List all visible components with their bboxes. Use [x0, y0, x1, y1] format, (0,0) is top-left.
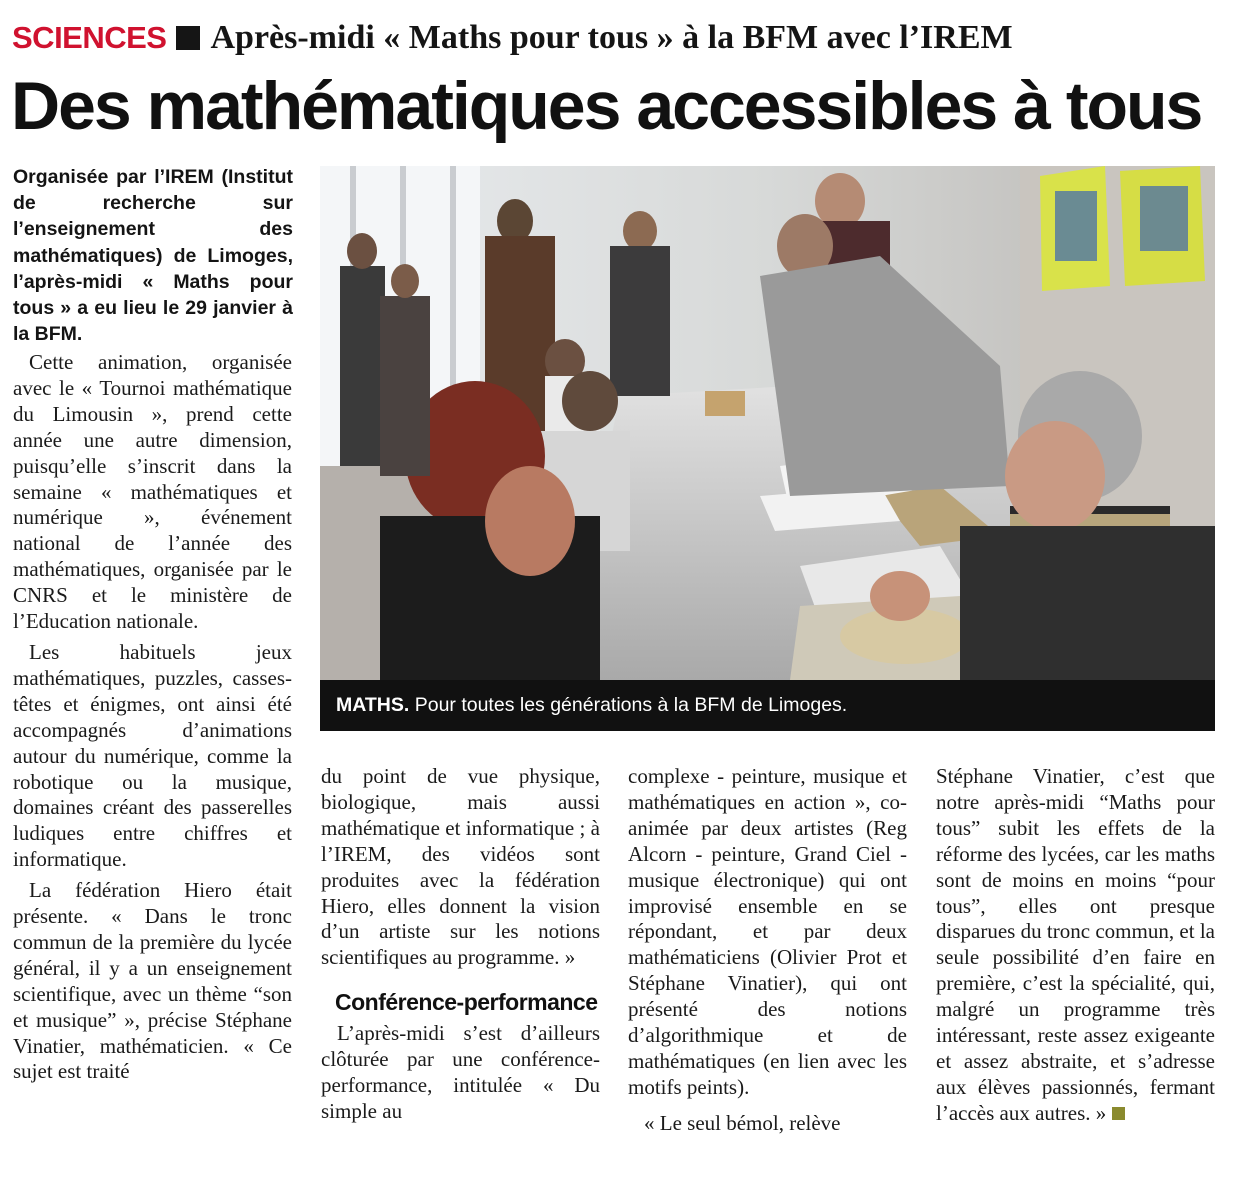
article-subtitle: Après-midi « Maths pour tous » à la BFM avec l’IREM	[210, 19, 1013, 56]
paragraph: Cette animation, organisée avec le « Tournoi mathématique du Limousin », prend cette année une autre dimension, puisqu’elle s’inscrit dans la semaine « mathématiques et numérique », événement national de l’année des mathématiques, organisée par le CNRS et le ministère de l’Education nationale.	[13, 350, 292, 634]
paragraph: complexe - peinture, musique et mathématiques en action », co-animée par deux artistes (Reg Alcorn - peinture, Grand Ciel - musique électronique) qui ont improvisé ensemble en se répondant, et par deux mathématiciens (Olivier Prot et Stéphane Vinatier), qui ont présenté des notions d’algorithmique et de mathématiques (en lien avec les motifs peints).	[628, 764, 907, 1099]
paragraph: L’après-midi s’est d’ailleurs clôturée par une conférence-performance, intitulée « Du simple au	[321, 1021, 600, 1123]
caption-label: MATHS.	[336, 694, 410, 716]
paragraph	[936, 764, 1215, 1127]
photo-illustration	[320, 166, 1215, 680]
paragraph: La fédération Hiero était présente. « Dans le tronc commun de la première du lycée général, il y a un enseignement scientifique, avec un thème “son et musique” », précise Stéphane Vinatier, mathématicien. « Ce sujet est traité	[13, 878, 292, 1084]
section-rubric: SCIENCES	[12, 20, 167, 55]
paragraph-text: Stéphane Vinatier, c’est que notre après-midi “Maths pour tous” subit les effets de la réforme des lycées, car les maths sont de moins en moins “pour tous”, elles ont presque disparues du tronc commun, et la seule possibilité d’en faire en première, c’est la spécialité, qui, malgré un programme très intéressant, reste assez exigeante et assez abstraite, et s’adresse aux élèves passionnés, fermant l’accès aux autres. »	[936, 764, 1215, 1125]
article-lead: Organisée par l’IREM (Institut de recherche sur l’enseignement des mathématiques) de Limoges, l’après-midi « Maths pour tous » a eu lieu le 29 janvier à la BFM.	[13, 166, 293, 346]
section-subhead: Conférence-performance	[335, 989, 598, 1016]
photo-caption	[320, 680, 1215, 731]
paragraph: du point de vue physique, biologique, mais aussi mathématique et informatique ; à l’IREM, des vidéos sont produites avec la fédération Hiero, elles donnent la vision d’un artiste sur les notions scientifiques au programme. »	[321, 764, 600, 970]
text-column-3	[628, 764, 907, 1137]
text-column-4	[936, 764, 1215, 1127]
paragraph: Les habituels jeux mathématiques, puzzles, casses-têtes et énigmes, ont ainsi été accompagnés d’animations autour du numérique, comme la robotique ou la musique, domaines créant des passerelles ludiques entre chiffres et informatique.	[13, 639, 292, 872]
text-column-2	[321, 764, 600, 1125]
end-of-article-icon	[1112, 1107, 1125, 1120]
article-photo	[320, 166, 1215, 731]
article-kicker	[12, 18, 1222, 58]
paragraph: « Le seul bémol, relève	[644, 1110, 841, 1135]
caption-text: Pour toutes les générations à la BFM de Limoges.	[414, 694, 848, 716]
black-square-icon	[176, 26, 200, 50]
article-headline: Des mathématiques accessibles à tous	[11, 68, 1202, 144]
text-column-1	[13, 350, 292, 1085]
